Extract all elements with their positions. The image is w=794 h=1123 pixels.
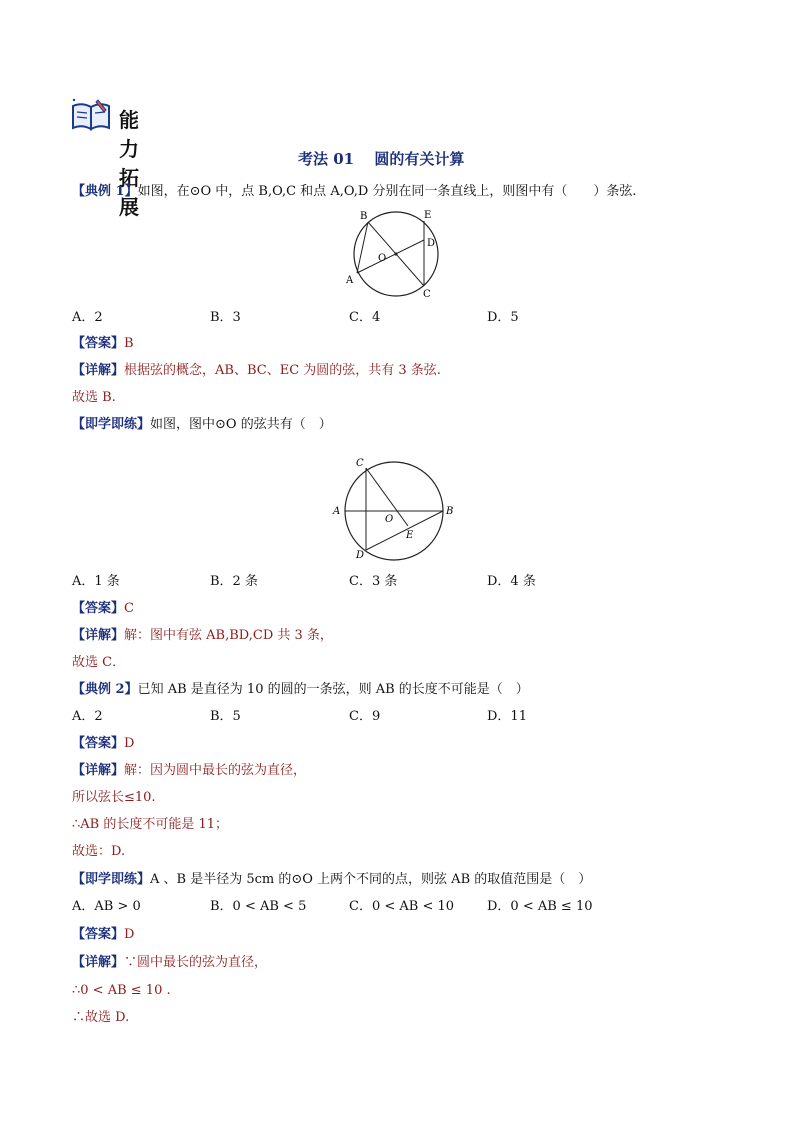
ex2-option-c: C．3 条 [349,574,398,589]
ex3-question-line [72,681,529,699]
ex4-answer: D [124,927,135,942]
ex1-option-b: B．3 [210,310,241,325]
ex2-detail-line [72,627,333,645]
ex2-label-d: D [356,550,365,561]
ex2-label-e: E [406,530,414,541]
ex3-conclusion: 故选：D. [72,844,126,859]
ex4-option-d: D．0 < AB ≤ 10 [487,899,593,914]
ex2-question-line [72,416,332,434]
ex2-detail-tag: 【详解】 [72,628,125,643]
ex1-figure [340,206,450,302]
ex3-answer-tag: 【答案】 [72,736,125,751]
ex1-label-b: B [360,211,368,222]
ex1-option-a: A．2 [72,310,103,325]
ex1-answer-tag: 【答案】 [72,336,125,351]
ex1-center-dot [394,252,397,255]
ex4-question: A 、B 是半径为 5cm 的⊙O 上两个不同的点，则弦 AB 的取值范围是（ ） [150,872,592,887]
ex3-question: 已知 AB 是直径为 10 的圆的一条弦，则 AB 的长度不可能是（ ） [137,682,529,697]
book-icon [70,98,114,134]
ex4-option-c: C．0 < AB < 10 [349,899,455,914]
ex2-question: 如图，图中⊙O 的弦共有（ ） [150,417,332,432]
ex1-answer-line [72,335,134,353]
ex1-answer: B [124,336,134,351]
ex1-option-c: C．4 [349,310,381,325]
ex4-question-line [72,871,591,889]
header-title: 能力拓展 [119,108,139,219]
ex1-label-o: O [378,253,387,264]
ex4-detail-tag: 【详解】 [72,955,125,970]
ex1-question-line [72,183,637,201]
ex1-label-e: E [424,210,432,221]
ex3-line2: 所以弦长≤10. [72,790,156,805]
ex4-option-b: B．0 < AB < 5 [210,899,307,914]
ex1-label-d: D [427,238,436,249]
ex1-option-d: D．5 [487,310,519,325]
ex3-line3: ∴AB 的长度不可能是 11； [72,817,229,832]
ex4-detail: ∵圆中最长的弦为直径， [124,955,268,970]
ex3-answer: D [124,736,135,751]
ex1-tag: 【典例 1】 [72,184,138,199]
ex2-chord-bd [366,511,443,550]
ex2-figure [330,454,460,564]
ex4-detail-line [72,954,267,972]
ex1-label-c: C [423,289,431,300]
ex1-detail-tag: 【详解】 [72,363,125,378]
ex3-detail-line [72,762,306,780]
ex2-detail: 解：图中有弦 AB,BD,CD 共 3 条， [124,628,333,643]
ex2-answer-line [72,600,134,618]
ex3-option-d: D．11 [487,709,527,724]
ex2-label-c: C [356,458,364,469]
ex2-option-d: D．4 条 [487,574,536,589]
ex1-conclusion: 故选 B. [72,390,116,405]
ex3-answer-line [72,735,134,753]
ex1-label-a: A [346,275,354,286]
ex2-answer-tag: 【答案】 [72,601,125,616]
ex3-option-b: B．5 [210,709,241,724]
ex2-label-o: O [385,514,394,525]
section-title: 考法 01 圆的有关计算 [298,150,465,168]
ex3-option-c: C．9 [349,709,381,724]
ex4-conclusion: ∴故选 D. [72,1010,130,1025]
ex2-tag: 【即学即练】 [72,417,151,432]
ex2-conclusion: 故选 C． [72,655,126,670]
ex2-option-b: B．2 条 [210,574,258,589]
ex3-detail: 解：因为圆中最长的弦为直径， [124,763,307,778]
ex4-tag: 【即学即练】 [72,872,151,887]
ex2-label-b: B [446,506,454,517]
ex4-answer-line [72,926,134,944]
ex3-detail-tag: 【详解】 [72,763,125,778]
ex3-option-a: A．2 [72,709,103,724]
ex1-question: 如图，在⊙O 中，点 B,O,C 和点 A,O,D 分别在同一条直线上，则图中有（ ）条弦. [137,184,637,199]
ex4-answer-tag: 【答案】 [72,927,125,942]
ex2-option-a: A．1 条 [72,574,120,589]
ex4-line2: ∴0 < AB ≤ 10 . [72,983,171,998]
ex1-detail-line [72,362,441,380]
ex1-line-ad [357,240,424,273]
ex2-label-a: A [333,506,341,517]
ex1-detail: 根据弦的概念，AB、BC、EC 为圆的弦，共有 3 条弦. [124,363,441,378]
ex2-answer: C [124,601,134,616]
ex4-option-a: A．AB > 0 [72,899,141,914]
ex3-tag: 【典例 2】 [72,682,138,697]
